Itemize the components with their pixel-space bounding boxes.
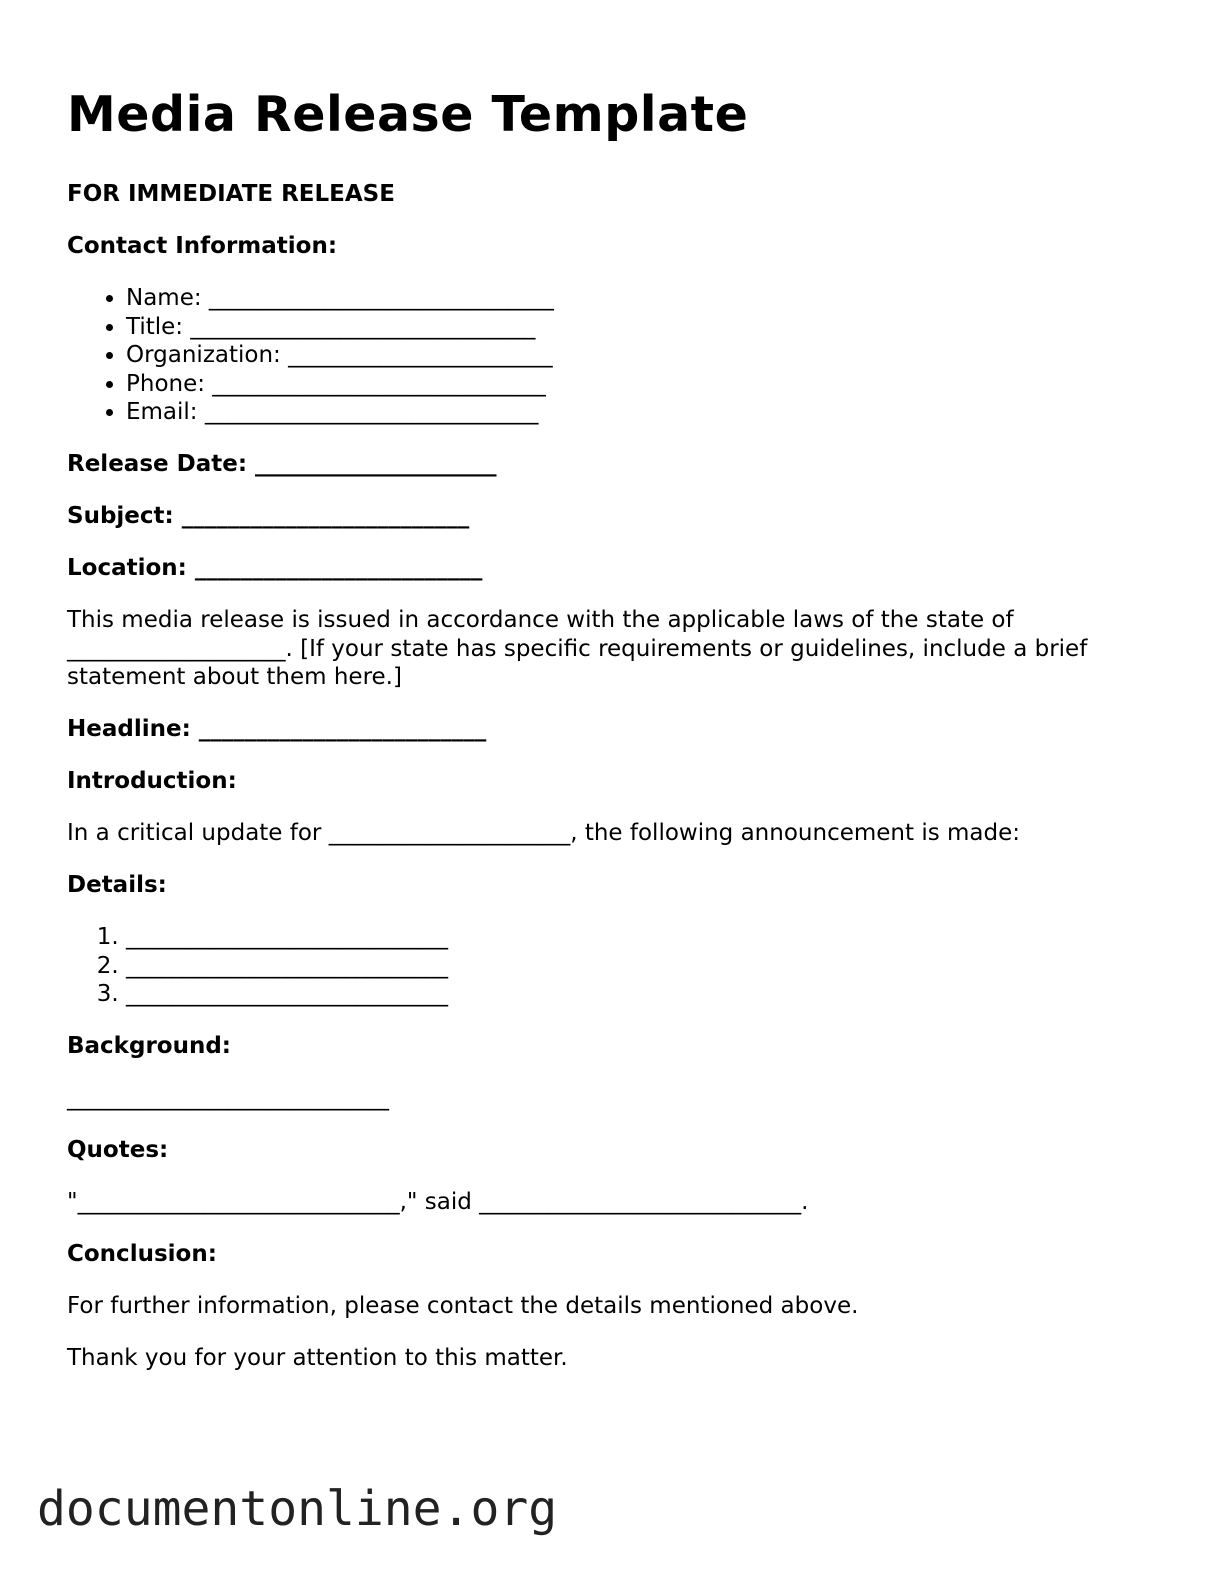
background-text: ____________________________ (67, 1085, 389, 1111)
release-tag: FOR IMMEDIATE RELEASE (67, 181, 395, 207)
headline-field: Headline: _________________________ (67, 716, 487, 742)
details-item: 1. ____________________________ (126, 923, 1177, 952)
closing-text: Thank you for your attention to this matter. (67, 1344, 568, 1371)
contact-list (67, 284, 1177, 427)
contact-heading: Contact Information: (67, 233, 338, 259)
conclusion-text: For further information, please contact the details mentioned above. (67, 1293, 859, 1319)
location-field: Location: _________________________ (67, 555, 483, 581)
contact-email-field: • Email: _____________________________ (126, 398, 1177, 427)
details-item: 2. ____________________________ (126, 952, 1177, 981)
quotes-heading: Quotes: (67, 1137, 169, 1163)
details-heading: Details: (67, 872, 167, 898)
background-heading: Background: (67, 1033, 231, 1059)
subject-field: Subject: _________________________ (67, 503, 470, 529)
release-date-field: Release Date: _____________________ (67, 451, 497, 477)
quotes-text: "____________________________," said ____________________________. (67, 1189, 809, 1215)
introduction-text: In a critical update for _____________________, the following announcement is made: (67, 820, 1021, 846)
contact-organization-field: • Organization: _______________________ (126, 341, 1177, 370)
details-list (67, 923, 1177, 1009)
document-page (67, 80, 1177, 1372)
contact-name-field: • Name: ______________________________ (126, 284, 1177, 313)
legal-statement: This media release is issued in accordance with the applicable laws of the state of ___________________. [If your state has specific requirements or guidelines, include a brief statement about them here.] (67, 607, 1088, 690)
contact-phone-field: • Phone: _____________________________ (126, 370, 1177, 399)
watermark: documentonline.org (37, 1481, 558, 1537)
introduction-heading: Introduction: (67, 768, 237, 794)
details-item: 3. ____________________________ (126, 980, 1177, 1009)
conclusion-heading: Conclusion: (67, 1241, 217, 1267)
page-title: Media Release Template (67, 86, 749, 143)
contact-title-field: • Title: ______________________________ (126, 313, 1177, 342)
